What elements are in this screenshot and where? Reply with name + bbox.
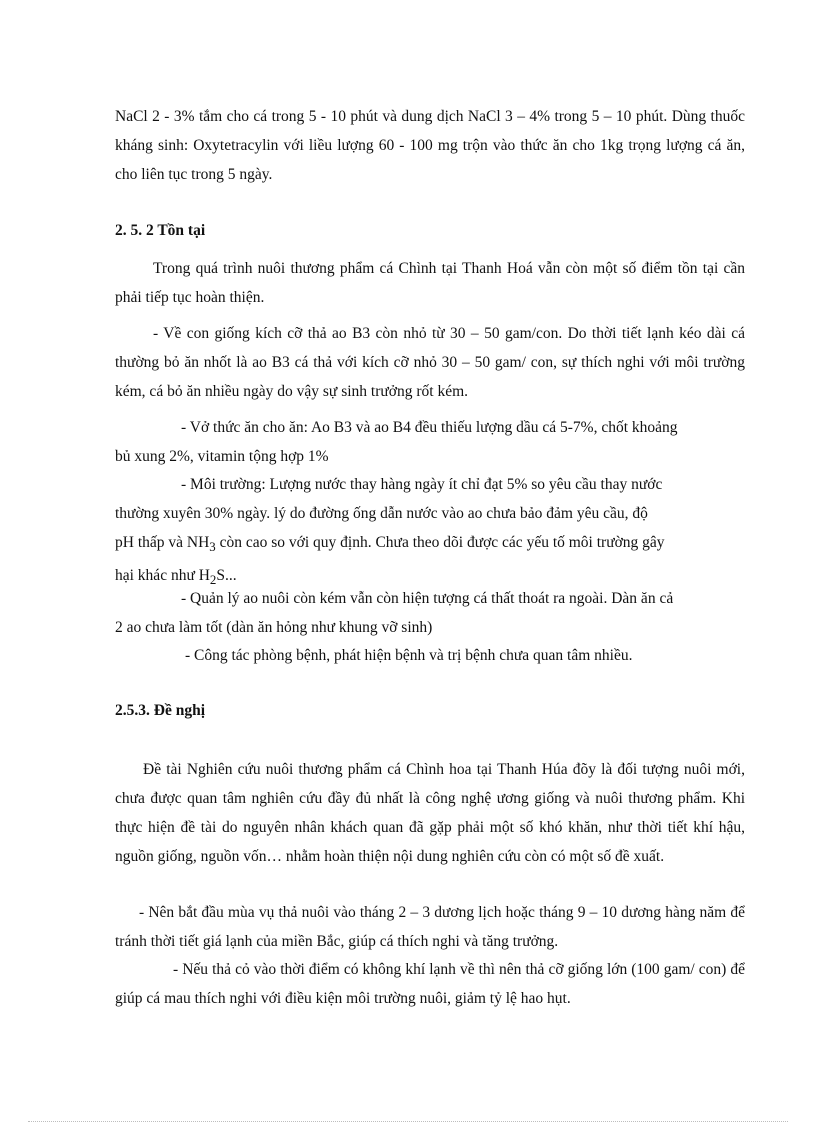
de-nghi-intro-paragraph: Đề tài Nghiên cứu nuôi thương phẩm cá Chình hoa tại Thanh Húa đõy là đối tượng nuôi mới, chưa được quan tâm nghiên cứu đầy đủ nhất là công nghệ ương giống và nuôi thương phẩm. Khi thực hiện đề tài do nguyên nhân khách quan đã gặp phải một số khó khăn, như thời tiết khí hậu, nguồn giống, nguồn vốn… nhằm hoàn thiện nội dung nghiên cứu còn có một số đề xuất. — [115, 761, 745, 865]
mua-vu-paragraph: - Nên bắt đầu mùa vụ thả nuôi vào tháng 2 – 3 dương lịch hoặc tháng 9 – 10 dương hàng năm để tránh thời tiết giá lạnh của miền Bắc, giúp cá thích nghi và tăng trưởng. — [115, 904, 745, 950]
quan-ly-paragraph — [115, 584, 745, 642]
moi-truong-line-3: pH thấp và $NH_3$ còn cao so với quy định. Chưa theo dõi được các yếu tố môi trường gây — [115, 534, 665, 555]
page-bottom-rule — [28, 1121, 788, 1122]
quan-ly-line-2: 2 ao chưa làm tốt (dàn ăn hỏng như khung vỡ sinh) — [115, 619, 433, 636]
con-giong-paragraph: - Về con giống kích cỡ thả ao B3 còn nhỏ từ 30 – 50 gam/con. Do thời tiết lạnh kéo dài cá thường bỏ ăn nhốt là ao B3 cá thả với kích cỡ nhỏ 30 – 50 gam/ con, sự thích nghi với môi trường kém, cá bỏ ăn nhiều ngày do vậy sự sinh trưởng rốt kém. — [115, 325, 745, 400]
moi-truong-line-4: hại khác như $H_2S$... — [115, 567, 237, 588]
quan-ly-line-1: - Quản lý ao nuôi còn kém vẫn còn hiện tượng cá thất thoát ra ngoài. Dàn ăn cả — [181, 590, 674, 607]
thuc-an-line-1: - Vở thức ăn cho ăn: Ao B3 và ao B4 đều thiếu lượng dầu cá 5-7%, chốt khoảng — [181, 419, 678, 436]
intro-paragraph: NaCl 2 - 3% tắm cho cá trong 5 - 10 phút và dung dịch NaCl 3 – 4% trong 5 – 10 phút. Dùng thuốc kháng sinh: Oxytetracylin với liều lượng 60 - 100 mg trộn vào thức ăn cho 1kg trọng lượng cá ăn, cho liên tục trong 5 ngày. — [115, 108, 745, 183]
nh3-subscript: 3 — [209, 539, 216, 555]
phong-benh-line: - Công tác phòng bệnh, phát hiện bệnh và trị bệnh chưa quan tâm nhiều. — [185, 647, 633, 664]
h2s-subscript: 2 — [209, 572, 217, 588]
thuc-an-line-2: bủ xung 2%, vitamin tộng hợp 1% — [115, 448, 329, 465]
moi-truong-paragraph — [115, 470, 745, 594]
co-giong-paragraph: - Nếu thả cỏ vào thời điểm có không khí lạnh về thì nên thả cỡ giống lớn (100 gam/ con) để giúp cá mau thích nghi với điều kiện môi trường nuôi, giảm tỷ lệ hao hụt. — [115, 961, 745, 1007]
moi-truong-line-1: - Môi trường: Lượng nước thay hàng ngày ít chỉ đạt 5% so yêu cầu thay nước — [181, 476, 663, 493]
phong-benh-paragraph — [115, 641, 745, 670]
ton-tai-intro-paragraph: Trong quá trình nuôi thương phẩm cá Chình tại Thanh Hoá vẫn còn một số điểm tồn tại cần phải tiếp tục hoàn thiện. — [115, 260, 745, 306]
section-heading-ton-tai: 2. 5. 2 Tồn tại — [115, 222, 206, 239]
section-heading-de-nghi: 2.5.3. Đề nghị — [115, 702, 205, 719]
moi-truong-line-2: thường xuyên 30% ngày. lý do đường ống dẫn nước vào ao chưa bảo đảm yêu cầu, độ — [115, 505, 648, 522]
thuc-an-paragraph — [115, 413, 745, 471]
